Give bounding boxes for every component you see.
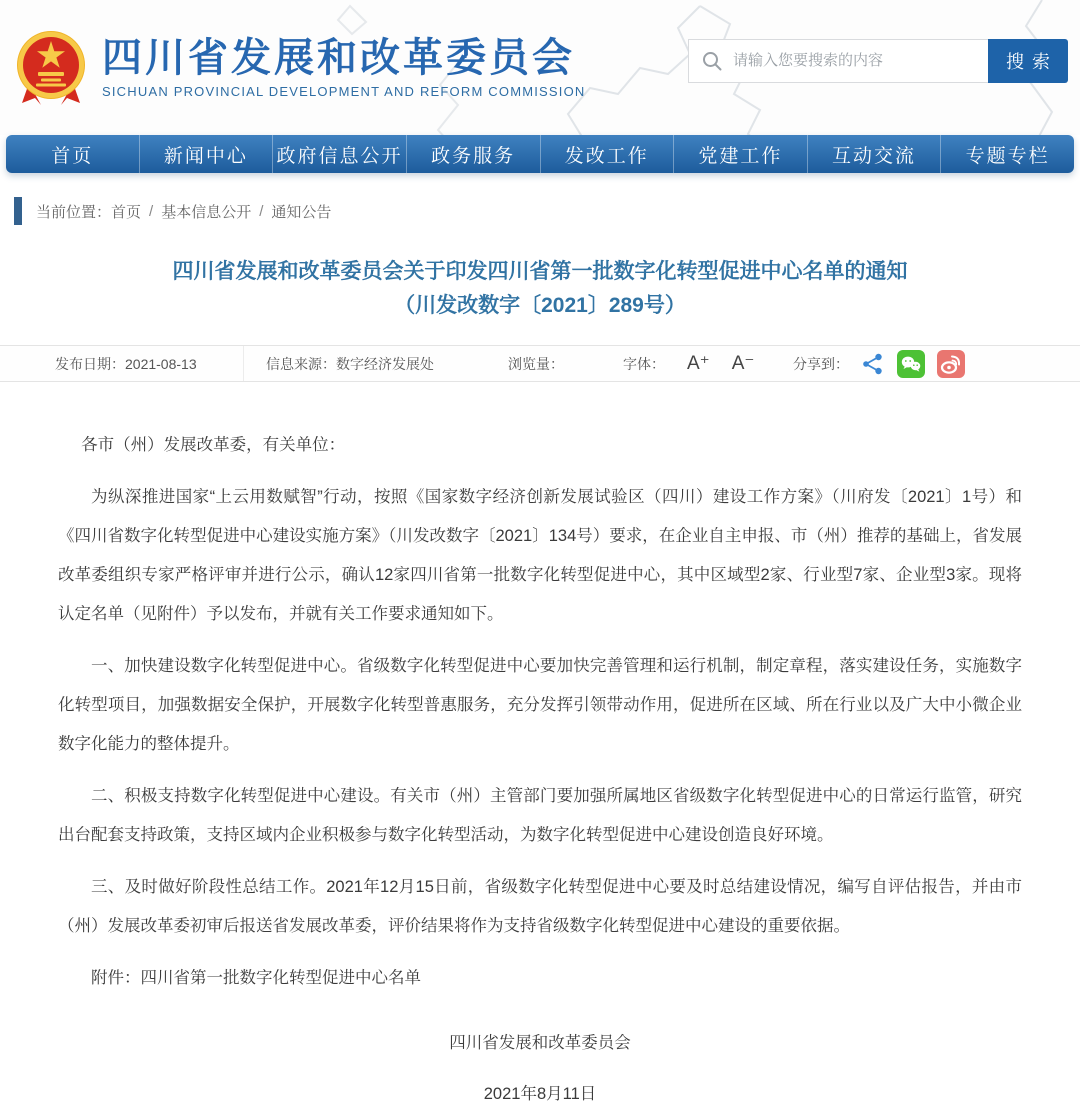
publish-date — [55, 346, 265, 381]
nav-item-special-columns[interactable]: 专题专栏 — [965, 145, 1050, 167]
font-increase-button[interactable]: A⁺ — [687, 353, 710, 374]
info-source — [243, 346, 508, 381]
article-paragraph: 二、积极支持数字化转型促进中心建设。有关市（州）主管部门要加强所属地区省级数字化转型促进中心的日常运行监管，研究出台配套支持政策，支持区域内企业积极参与数字化转型活动，为数字化转型促进中心建设创造良好环境。 — [58, 787, 1022, 844]
article-salutation: 各市（州）发展改革委，有关单位： — [81, 436, 346, 454]
brand-text — [102, 36, 586, 99]
breadcrumb-item-notices[interactable]: 通知公告 — [271, 203, 332, 221]
signature-date: 2021年8月11日 — [483, 1085, 597, 1103]
weibo-icon — [937, 350, 965, 378]
breadcrumb-prefix: 当前位置： — [36, 203, 112, 221]
nav-item-party-building[interactable]: 党建工作 — [674, 135, 808, 173]
share-nodes-icon — [861, 352, 885, 376]
publish-date-value: 2021-08-13 — [125, 355, 197, 372]
signature-org: 四川省发展和改革委员会 — [449, 1034, 631, 1052]
attachment-line: 附件：四川省第一批数字化转型促进中心名单 — [91, 969, 421, 987]
font-size-controls — [623, 346, 793, 381]
share-more-button[interactable] — [861, 352, 885, 376]
breadcrumb-item-basic-info[interactable]: 基本信息公开 — [161, 203, 252, 221]
doc-title-line2: （川发改数字〔2021〕289号） — [394, 294, 686, 317]
breadcrumb — [14, 197, 1080, 225]
site-title-en: SICHUAN PROVINCIAL DEVELOPMENT AND REFORM COMMISSION — [102, 84, 586, 99]
view-count — [508, 346, 623, 381]
view-count-label: 浏览量： — [508, 355, 564, 372]
publish-date-label: 发布日期： — [55, 355, 125, 372]
search-button[interactable]: 搜索 — [988, 39, 1068, 83]
nav-item-services[interactable]: 政务服务 — [407, 135, 541, 173]
article-paragraph: 为纵深推进国家“上云用数赋智”行动，按照《国家数字经济创新发展试验区（四川）建设工作方案》（川府发〔2021〕1号）和《四川省数字化转型促进中心建设实施方案》（川发改数字〔2021〕134号）要求，在企业自主申报、市（州）推荐的基础上，省发展改革委组织专家严格评审并进行公示，确认12家四川省第一批数字化转型促进中心，其中区域型2家、行业型7家、企业型3家。现将认定名单（见附件）予以发布，并就有关工作要求通知如下。 — [58, 488, 1022, 623]
nav-item-interaction[interactable]: 互动交流 — [808, 135, 942, 173]
breadcrumb-accent-bar — [14, 197, 22, 225]
search-input[interactable] — [733, 52, 978, 69]
info-source-label: 信息来源： — [266, 355, 336, 372]
site-header — [0, 0, 1080, 135]
site-title-cn: 四川省发展和改革委员会 — [102, 36, 575, 80]
info-source-value: 数字经济发展处 — [336, 355, 434, 372]
article-paragraph: 一、加快建设数字化转型促进中心。省级数字化转型促进中心要加快完善管理和运行机制，制定章程，落实建设任务，实施数字化转型项目，加强数据安全保护，开展数字化转型普惠服务，充分发挥引领带动作用，促进所在区域、所在行业以及广大中小微企业数字化能力的整体提升。 — [58, 657, 1022, 753]
share-wechat-button[interactable] — [897, 350, 925, 378]
font-decrease-button[interactable]: A⁻ — [731, 353, 755, 374]
share-controls — [793, 346, 965, 381]
nav-item-home[interactable]: 首页 — [6, 135, 140, 173]
doc-title-line1: 四川省发展和改革委员会关于印发四川省第一批数字化转型促进中心名单的通知 — [172, 260, 908, 283]
wechat-icon — [897, 350, 925, 378]
share-label: 分享到： — [793, 355, 849, 372]
article-paragraph: 三、及时做好阶段性总结工作。2021年12月15日前，省级数字化转型促进中心要及时总结建设情况，编写自评估报告，并由市（州）发展改革委初审后报送省发展改革委，评价结果将作为支持省级数字化转型促进中心建设的重要依据。 — [58, 878, 1022, 935]
font-size-label: 字体： — [623, 355, 665, 372]
breadcrumb-separator: / — [259, 202, 264, 220]
breadcrumb-separator: / — [149, 202, 154, 220]
nav-item-ndrc-work[interactable]: 发改工作 — [541, 135, 675, 173]
article-body — [0, 382, 1080, 1114]
national-emblem-logo — [14, 27, 88, 109]
share-weibo-button[interactable] — [937, 350, 965, 378]
breadcrumb-item-home[interactable]: 首页 — [111, 203, 142, 221]
brand[interactable] — [14, 27, 586, 109]
search-area — [688, 39, 1068, 83]
search-icon — [701, 50, 723, 72]
page-title — [60, 255, 1020, 323]
search-box — [688, 39, 988, 83]
nav-item-news[interactable]: 新闻中心 — [140, 135, 274, 173]
main-nav — [6, 135, 1074, 173]
nav-item-gov-info[interactable]: 政府信息公开 — [273, 135, 407, 173]
article-meta-bar — [0, 345, 1080, 382]
